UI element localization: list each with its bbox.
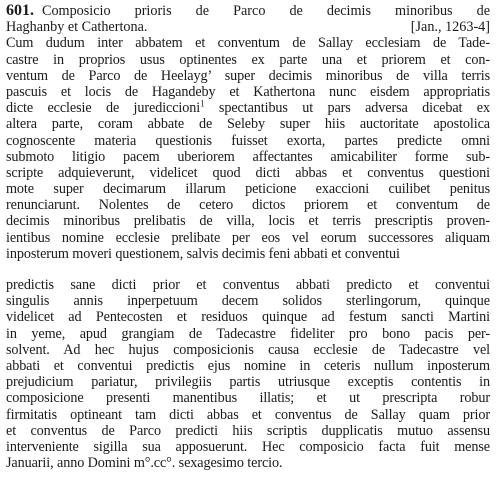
text-line [6, 133, 490, 149]
document-page [6, 3, 490, 471]
line-text: cognoscente materia questionis fuisset exorta, partes predicte omni [6, 132, 490, 149]
line-text: videlicet ad Pentecosten et residuos quinque ad festum sancti Martini [6, 309, 490, 326]
paragraph-gap [6, 262, 490, 277]
text-line [6, 293, 490, 309]
entry-title-line2: Haghanby et Cathertona. [6, 19, 148, 36]
text-line [6, 439, 490, 455]
entry-heading [6, 3, 490, 19]
text-line [6, 390, 490, 406]
line-text: ventum de Parco de Heelayg’ super decimis minoribus de villa terris [6, 67, 490, 84]
entry-title-line1: Composicio prioris de Parco de decimis minoribus de [42, 3, 490, 19]
text-line [6, 116, 490, 132]
line-text: Januarii, anno Domini m°.cc°. sexagesimo tercio. [6, 455, 283, 472]
entry-number: 601. [6, 2, 34, 19]
text-line [6, 277, 490, 293]
text-line [6, 84, 490, 100]
text-line [6, 100, 490, 116]
text-line [6, 326, 490, 342]
text-line [6, 35, 490, 51]
text-line [6, 197, 490, 213]
line-text: solvent. Ad hec hujus composicionis causa ecclesie de Tadecastre vel [6, 341, 490, 358]
line-text: renunciarunt. Nolentes de cetero dictos priorem et conventum de [6, 197, 490, 214]
text-line [6, 68, 490, 84]
line-text-continued: spectantibus ut pars adversa dicebat ex [204, 100, 490, 117]
line-text: castre in proprios usus optinentes ex parte una et priorem et con- [6, 51, 490, 68]
text-line [6, 309, 490, 325]
line-text: decimis minoribus prelibatis de villa, locis et terris prescriptis proven- [6, 213, 490, 230]
line-text: interveniente sigilla sua apposuerunt. Hec composicio facta fuit mense [6, 438, 490, 455]
line-text: ientibus nomine ecclesie prelibate per eos vel eorum successores aliquam [6, 229, 490, 246]
line-text: et conventus de Parco predicti hiis scriptis dupplicatis mutuo assensu [6, 422, 490, 439]
text-line [6, 423, 490, 439]
line-text: submoto litigio pacem uberiorem affectantes amicabiliter forme sub- [6, 148, 490, 165]
line-text: altera parte, coram abbate de Seleby super hiis auctoritate apostolica [6, 116, 490, 133]
text-line [6, 455, 490, 471]
text-line [6, 213, 490, 229]
text-line [6, 181, 490, 197]
line-text: scripte adquieverunt, videlicet quod dicti abbas et conventus questioni [6, 164, 490, 181]
line-text: singulis annis inperpetuum decem solidos sterlingorum, quinque [6, 293, 490, 310]
text-line [6, 230, 490, 246]
text-line [6, 358, 490, 374]
line-text: abbati et conventui predictis ejus nomine in ceteris nullum inposterum [6, 357, 490, 374]
line-text: prejudicium pariatur, privilegiis partis utriusque exceptis contentis in [6, 374, 490, 391]
entry-date: [Jan., 1263-4] [410, 19, 490, 36]
text-line [6, 165, 490, 181]
line-text: firmitatis optineant tam dicti abbas et conventus de Sallay quam prior [6, 406, 490, 423]
line-text: Cum dudum inter abbatem et conventum de Sallay ecclesiam de Tade- [6, 35, 490, 52]
line-text: mote super decimarum illarum peticione exaccioni cuilibet penitus [6, 181, 490, 198]
text-line [6, 246, 490, 262]
entry-heading-line2 [6, 19, 490, 35]
text-line [6, 374, 490, 390]
line-text: inposterum moveri questionem, salvis decimis feni abbati et conventui [6, 245, 400, 262]
line-text: composicione presenti manentibus illatis; et ut prescripta robur [6, 390, 490, 407]
paragraph-2 [6, 277, 490, 471]
text-line [6, 149, 490, 165]
text-line [6, 342, 490, 358]
footnote-marker: 1 [200, 98, 205, 109]
line-text: dicte ecclesie de jurediccioni [6, 100, 201, 117]
line-text: pascuis et locis de Hagandeby et Kathertona nunc eisdem appropriatis [6, 83, 490, 100]
line-text: in yeme, apud grangiam de Tadecastre fideliter pro bono pacis per- [6, 325, 490, 342]
line-text: predictis sane dicti prior et conventus abbati predicto et conventui [6, 277, 490, 293]
text-line [6, 52, 490, 68]
text-line [6, 407, 490, 423]
paragraph-1 [6, 35, 490, 262]
